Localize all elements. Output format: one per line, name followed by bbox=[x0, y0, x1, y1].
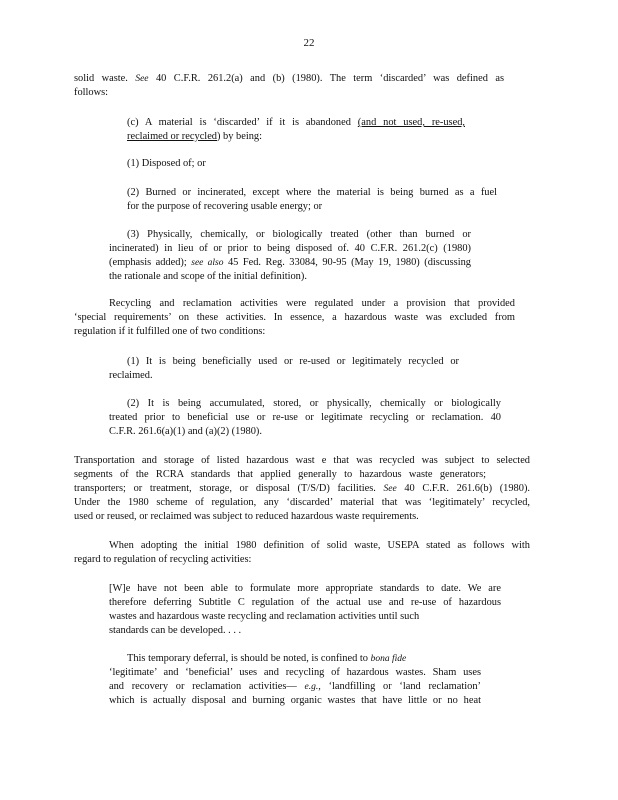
text-line: follows: bbox=[74, 87, 109, 98]
text-line: which is actually disposal and burning organic wastes that have little or no heat bbox=[109, 695, 481, 706]
text-line: (1) It is being beneficially used or re-used or legitimately recycled or bbox=[127, 356, 459, 367]
text-line: treated prior to beneficial use or re-use or legitimate recycling or reclamation. 40 bbox=[109, 412, 501, 423]
paragraph-usepa-statement bbox=[74, 539, 530, 567]
text-line: incinerated) in lieu of or prior to being disposed of. 40 C.F.R. 261.2(c) (1980) bbox=[109, 243, 471, 254]
text-line: the rationale and scope of the initial definition). bbox=[109, 271, 307, 282]
text-line: Transportation and storage of listed hazardous wast e that was recycled was subject to selected bbox=[74, 455, 530, 466]
paragraph-solid-waste-intro bbox=[74, 72, 504, 100]
text-line: regard to regulation of recycling activities: bbox=[74, 554, 252, 565]
text-line: therefore deferring Subtitle C regulation of the actual use and re-use of hazardous bbox=[109, 597, 501, 608]
text-line: When adopting the initial 1980 definition of solid waste, USEPA stated as follows with bbox=[109, 540, 530, 551]
text-line: reclaimed. bbox=[109, 370, 153, 381]
text-line: C.F.R. 261.6(a)(1) and (a)(2) (1980). bbox=[109, 426, 262, 437]
text-line: reclaimed or recycled) by being: bbox=[127, 131, 263, 142]
quote-discarded-definition bbox=[127, 116, 465, 144]
text-line: (2) It is being accumulated, stored, or physically, chemically or biologically bbox=[127, 398, 501, 409]
text-line: (3) Physically, chemically, or biologically treated (other than burned or bbox=[127, 229, 471, 240]
text-line: Under the 1980 scheme of regulation, any ‘discarded’ material that was ‘legitimately’ recycled, bbox=[74, 497, 530, 508]
text-line: (c) A material is ‘discarded’ if it is abandoned (and not used, re-used, bbox=[127, 117, 465, 128]
quote-usepa-deferral bbox=[109, 582, 501, 638]
text-line: segments of the RCRA standards that applied generally to hazardous waste generators; bbox=[74, 469, 486, 480]
text-line: (2) Burned or incinerated, except where the material is being burned as a fuel bbox=[127, 187, 497, 198]
text-line: (emphasis added); see also 45 Fed. Reg. 33084, 90-95 (May 19, 1980) (discussing bbox=[109, 257, 471, 268]
quote-temporary-deferral bbox=[109, 652, 481, 708]
text-line: standards can be developed. . . . bbox=[109, 625, 242, 636]
text-line: transporters; or treatment, storage, or disposal (T/S/D) facilities. See 40 C.F.R. 261.6(b) (1980). bbox=[74, 483, 531, 494]
text-line: used or reused, or reclaimed was subject to reduced hazardous waste requirements. bbox=[74, 511, 419, 522]
text-line: [W]e have not been able to formulate more appropriate standards to date. We are bbox=[109, 583, 501, 594]
page-number: 22 bbox=[303, 37, 315, 49]
text-line: (1) Disposed of; or bbox=[127, 158, 206, 169]
text-line: solid waste. See 40 C.F.R. 261.2(a) and (b) (1980). The term ‘discarded’ was defined as bbox=[74, 73, 504, 84]
text-line: Recycling and reclamation activities were regulated under a provision that provided bbox=[109, 298, 515, 309]
text-line: regulation if it fulfilled one of two conditions: bbox=[74, 326, 266, 337]
quote-item-treated bbox=[109, 228, 471, 284]
quote-condition-1 bbox=[109, 355, 459, 383]
text-line: This temporary deferral, is should be noted, is confined to bona fide bbox=[127, 653, 407, 664]
text-line: ‘legitimate’ and ‘beneficial’ uses and recycling of hazardous wastes. Sham uses bbox=[109, 667, 481, 678]
paragraph-transportation-storage bbox=[74, 454, 530, 524]
quote-item-burned bbox=[127, 186, 497, 214]
quote-condition-2 bbox=[109, 397, 501, 439]
text-line: wastes and hazardous waste recycling and reclamation activities until such bbox=[109, 611, 420, 622]
paragraph-recycling-regulated bbox=[74, 297, 515, 339]
text-line: ‘special requirements’ on these activities. In essence, a hazardous waste was excluded from bbox=[74, 312, 515, 323]
text-line: for the purpose of recovering usable energy; or bbox=[127, 201, 323, 212]
quote-item-disposed bbox=[127, 157, 206, 171]
text-line: and recovery or reclamation activities— e.g., ‘landfilling or ‘land reclamation’ bbox=[109, 681, 481, 692]
